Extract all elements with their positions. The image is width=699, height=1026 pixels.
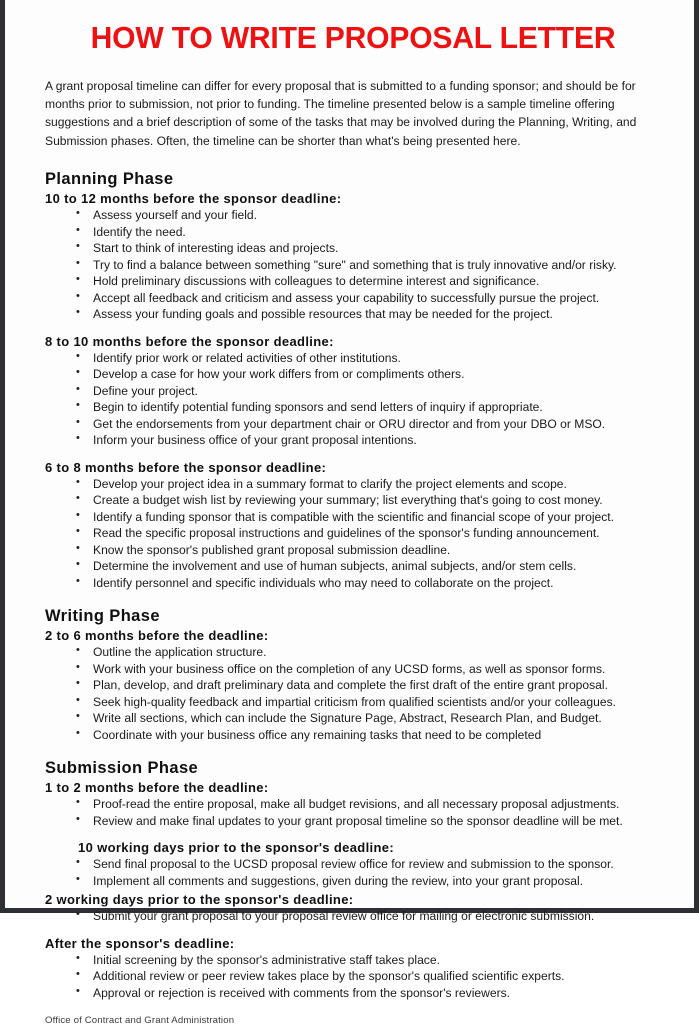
bullet-list	[38, 796, 668, 829]
period-group	[38, 628, 668, 743]
list-item: • Accept all feedback and criticism and assess your capability to successfully pursue the project.	[38, 290, 668, 307]
intro-paragraph: A grant proposal timeline can differ for every proposal that is submitted to a funding sponsor; and should be for months prior to submission, not prior to funding. The timeline presented below is a sample timeline offering suggestions and a brief description of some of the tasks that may be involved during the Planning, Writing, and Submission phases. Often, the timeline can be shorter than what's being presented here.	[45, 78, 637, 148]
phase-block	[38, 607, 668, 743]
bullet-list	[38, 856, 668, 889]
phase-block	[38, 170, 668, 591]
list-item: • Initial screening by the sponsor's administrative staff takes place.	[38, 952, 668, 969]
period-group	[38, 780, 668, 829]
list-item: • Seek high-quality feedback and impartial criticism from qualified scientists and/or your colleagues.	[38, 694, 668, 711]
list-item: • Define your project.	[38, 383, 668, 400]
list-item: • Begin to identify potential funding sponsors and send letters of inquiry if appropriate.	[38, 399, 668, 416]
bullet-list	[38, 476, 668, 592]
page-title: HOW TO WRITE PROPOSAL LETTER	[90, 20, 616, 55]
period-heading: 10 working days prior to the sponsor's deadline:	[78, 840, 395, 856]
phase-heading: Planning Phase	[45, 170, 174, 189]
footer-text: Office of Contract and Grant Administration	[45, 1015, 235, 1026]
list-item: • Approval or rejection is received with comments from the sponsor's reviewers.	[38, 985, 668, 1002]
list-item: • Proof-read the entire proposal, make all budget revisions, and all necessary proposal adjustments.	[38, 796, 668, 813]
bullet-list	[38, 952, 668, 1002]
list-item: • Submit your grant proposal to your proposal review office for mailing or electronic submission.	[38, 908, 668, 925]
list-item: • Send final proposal to the UCSD proposal review office for review and submission to the sponsor.	[38, 856, 668, 873]
list-item: • Assess yourself and your field.	[38, 207, 668, 224]
period-group	[38, 936, 668, 1002]
period-heading: 2 to 6 months before the deadline:	[45, 628, 269, 644]
list-item: • Assess your funding goals and possible resources that may be needed for the project.	[38, 306, 668, 323]
period-group	[38, 460, 668, 592]
phase-block	[38, 759, 668, 1001]
list-item: • Read the specific proposal instructions and guidelines of the sponsor's funding announcement.	[38, 525, 668, 542]
period-heading: 10 to 12 months before the sponsor deadline:	[45, 191, 342, 207]
phase-heading: Submission Phase	[45, 759, 199, 778]
list-item: • Outline the application structure.	[38, 644, 668, 661]
period-group	[38, 892, 668, 925]
list-item: • Start to think of interesting ideas and projects.	[38, 240, 668, 257]
phase-heading: Writing Phase	[45, 607, 160, 626]
period-heading: 1 to 2 months before the deadline:	[45, 780, 269, 796]
list-item: • Inform your business office of your grant proposal intentions.	[38, 432, 668, 449]
period-group	[38, 334, 668, 449]
list-item: • Determine the involvement and use of human subjects, animal subjects, and/or stem cells.	[38, 558, 668, 575]
period-heading: 2 working days prior to the sponsor's deadline:	[45, 892, 354, 908]
list-item: • Identify prior work or related activities of other institutions.	[38, 350, 668, 367]
list-item: • Plan, develop, and draft preliminary data and complete the first draft of the entire grant proposal.	[38, 677, 668, 694]
period-group	[38, 840, 668, 889]
bullet-list	[38, 644, 668, 743]
list-item: • Develop a case for how your work differs from or compliments others.	[38, 366, 668, 383]
period-group	[38, 191, 668, 323]
period-heading: 6 to 8 months before the sponsor deadline:	[45, 459, 327, 475]
list-item: • Develop your project idea in a summary format to clarify the project elements and scope.	[38, 476, 668, 493]
list-item: • Write all sections, which can include the Signature Page, Abstract, Research Plan, and Budget.	[38, 710, 668, 727]
list-item: • Get the endorsements from your department chair or ORU director and from your DBO or MSO.	[38, 416, 668, 433]
list-item: • Additional review or peer review takes place by the sponsor's qualified scientific experts.	[38, 968, 668, 985]
list-item: • Identify personnel and specific individuals who may need to collaborate on the project.	[38, 575, 668, 592]
list-item: • Try to find a balance between something "sure" and something that is truly innovative and/or risky.	[38, 257, 668, 274]
list-item: • Coordinate with your business office any remaining tasks that need to be completed	[38, 727, 668, 744]
phases-container	[38, 170, 668, 1001]
list-item: • Know the sponsor's published grant proposal submission deadline.	[38, 542, 668, 559]
list-item: • Work with your business office on the completion of any UCSD forms, as well as sponsor forms.	[38, 661, 668, 678]
bullet-list	[38, 207, 668, 323]
bullet-list	[38, 350, 668, 449]
bullet-list	[38, 908, 668, 925]
document-body	[5, 0, 694, 1026]
list-item: • Identify the need.	[38, 224, 668, 241]
list-item: • Review and make final updates to your grant proposal timeline so the sponsor deadline will be met.	[38, 813, 668, 830]
list-item: • Hold preliminary discussions with colleagues to determine interest and significance.	[38, 273, 668, 290]
list-item: • Identify a funding sponsor that is compatible with the scientific and financial scope of your project.	[38, 509, 668, 526]
list-item: • Create a budget wish list by reviewing your summary; list everything that's going to cost money.	[38, 492, 668, 509]
list-item: • Implement all comments and suggestions, given during the review, into your grant proposal.	[38, 873, 668, 890]
period-heading: After the sponsor's deadline:	[45, 935, 235, 951]
period-heading: 8 to 10 months before the sponsor deadline:	[45, 333, 334, 349]
